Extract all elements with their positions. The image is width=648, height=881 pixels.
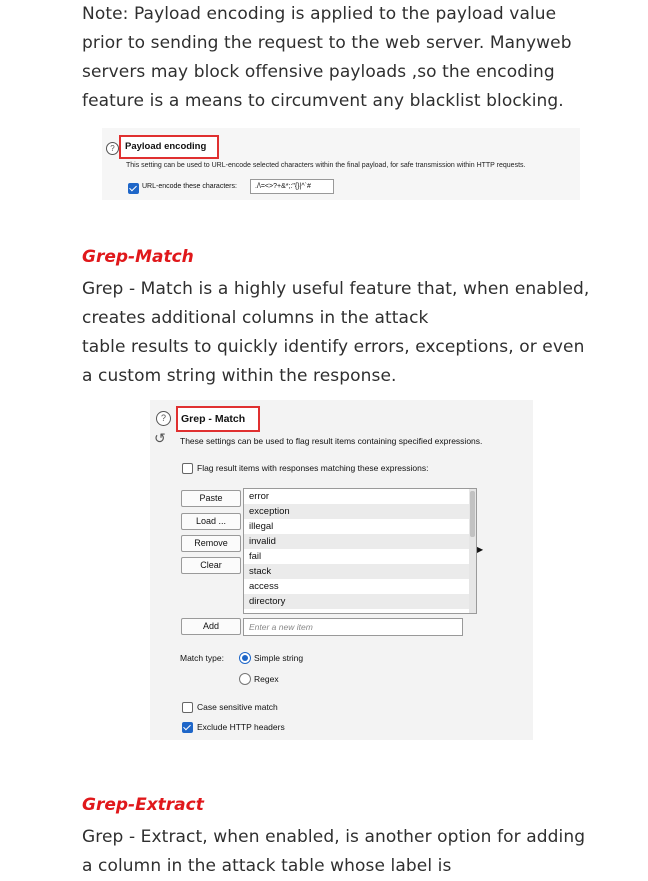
list-item[interactable]: error [249,491,270,502]
exclude-headers-checkbox[interactable] [182,722,193,733]
simple-string-label: Simple string [254,653,304,663]
note-line: feature is a means to circumvent any blacklist blocking. [82,91,564,111]
url-encode-characters-field[interactable]: ./\=<>?+&*;:"{}|^`# [250,179,334,194]
scrollbar-thumb[interactable] [470,491,475,537]
reset-icon[interactable]: ↺ [154,430,166,446]
remove-button[interactable]: Remove [181,535,241,552]
exclude-headers-label: Exclude HTTP headers [197,722,285,732]
help-icon: ? [106,142,119,155]
grep-match-line: table results to quickly identify errors, exceptions, or even [82,337,585,357]
grep-match-line: a custom string within the response. [82,366,397,386]
list-item[interactable]: illegal [249,521,274,532]
regex-radio[interactable] [239,673,251,685]
match-type-label: Match type: [180,653,224,663]
payload-encoding-screenshot [102,128,580,200]
flag-results-label: Flag result items with responses matching these expressions: [197,463,429,473]
note-paragraph [82,0,572,116]
help-icon: ? [156,411,171,426]
load-button[interactable]: Load ... [181,513,241,530]
url-encode-label: URL-encode these characters: [142,183,237,190]
expressions-list[interactable] [243,488,477,614]
expand-arrow-icon[interactable]: ▶ [477,545,484,554]
case-sensitive-checkbox[interactable] [182,702,193,713]
regex-label: Regex [254,674,279,684]
list-item[interactable]: invalid [244,534,476,549]
flag-results-checkbox[interactable] [182,463,193,474]
list-scrollbar[interactable] [469,489,476,613]
grep-extract-heading: Grep-Extract [82,795,204,815]
paste-button[interactable]: Paste [181,490,241,507]
grep-match-heading: Grep-Match [82,247,194,267]
url-encode-checkbox[interactable] [128,183,139,194]
simple-string-radio[interactable] [239,652,251,664]
grep-match-paragraph [82,275,589,391]
list-item[interactable]: exception [244,504,476,519]
grep-match-line: Grep - Match is a highly useful feature that, when enabled, [82,279,590,299]
grep-extract-line: Grep - Extract, when enabled, is another option for adding [82,827,586,847]
list-item[interactable]: stack [244,564,476,579]
grep-match-title: Grep - Match [176,406,260,432]
note-line: Note: Payload encoding is applied to the payload value [82,4,557,24]
note-line: servers may block offensive payloads ,so the encoding [82,62,555,82]
list-item[interactable]: directory [244,594,476,609]
note-line: prior to sending the request to the web server. Manyweb [82,33,572,53]
grep-match-description: These settings can be used to flag result items containing specified expressions. [180,436,483,446]
add-button[interactable]: Add [181,618,241,635]
payload-encoding-title: Payload encoding [119,135,219,159]
list-item[interactable]: access [249,581,279,592]
grep-match-screenshot [150,400,533,740]
payload-encoding-description: This setting can be used to URL-encode selected characters within the final payload, for safe transmission within HTTP requests. [126,162,526,169]
grep-extract-paragraph [82,823,585,881]
clear-button[interactable]: Clear [181,557,241,574]
new-item-input[interactable]: Enter a new item [243,618,463,636]
grep-match-line: creates additional columns in the attack [82,308,429,328]
grep-extract-line: a column in the attack table whose label is [82,856,452,876]
case-sensitive-label: Case sensitive match [197,702,278,712]
list-item[interactable]: fail [249,551,262,562]
